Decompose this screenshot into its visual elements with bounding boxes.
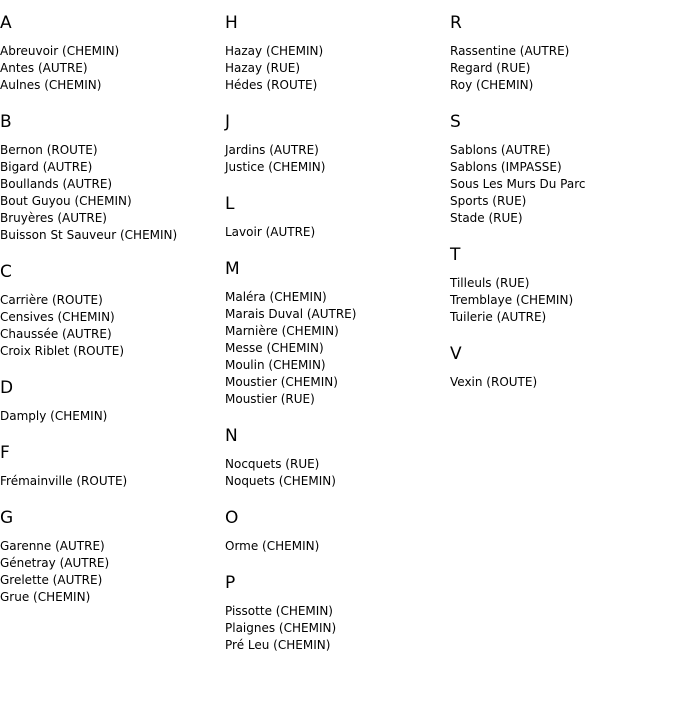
- letter-heading: G: [0, 508, 14, 528]
- letter-heading: H: [225, 13, 238, 33]
- street-list: [225, 43, 445, 94]
- letter-heading: N: [225, 426, 238, 446]
- letter-heading: J: [225, 112, 231, 132]
- street-item: Vexin (ROUTE): [450, 375, 538, 389]
- letter-heading: A: [0, 13, 12, 33]
- letter-group: [0, 379, 220, 425]
- street-item: Boullands (AUTRE): [0, 177, 113, 191]
- street-item: Rassentine (AUTRE): [450, 44, 570, 58]
- street-item: Justice (CHEMIN): [225, 160, 326, 174]
- street-item: Nocquets (RUE): [225, 457, 320, 471]
- letter-group: [0, 509, 220, 606]
- letter-group: [0, 113, 220, 244]
- letter-heading: L: [225, 194, 235, 214]
- street-item: Plaignes (CHEMIN): [225, 621, 337, 635]
- street-item: Hazay (CHEMIN): [225, 44, 324, 58]
- street-item: Pissotte (CHEMIN): [225, 604, 333, 618]
- street-item: Pré Leu (CHEMIN): [225, 638, 331, 652]
- street-column-3: [450, 14, 670, 391]
- letter-group: [450, 246, 670, 326]
- street-list: [450, 142, 670, 227]
- letter-heading: D: [0, 378, 14, 398]
- letter-group: [225, 509, 445, 555]
- street-item: Abreuvoir (CHEMIN): [0, 44, 120, 58]
- letter-group: [225, 195, 445, 241]
- street-item: Censives (CHEMIN): [0, 310, 115, 324]
- letter-heading: R: [450, 13, 462, 33]
- street-item: Bernon (ROUTE): [0, 143, 98, 157]
- street-item: Garenne (AUTRE): [0, 539, 105, 553]
- street-list: [0, 538, 220, 606]
- street-item: Moulin (CHEMIN): [225, 358, 326, 372]
- street-list: [0, 142, 220, 244]
- street-item: Sous Les Murs Du Parc: [450, 177, 586, 191]
- street-item: Tremblaye (CHEMIN): [450, 293, 574, 307]
- letter-group: [450, 345, 670, 391]
- street-item: Carrière (ROUTE): [0, 293, 103, 307]
- street-item: Antes (AUTRE): [0, 61, 88, 75]
- street-list: [225, 456, 445, 490]
- street-item: Grue (CHEMIN): [0, 590, 91, 604]
- street-item: Sablons (IMPASSE): [450, 160, 562, 174]
- street-item: Sablons (AUTRE): [450, 143, 551, 157]
- letter-heading: F: [0, 443, 10, 463]
- letter-group: [225, 427, 445, 490]
- letter-group: [225, 113, 445, 176]
- street-item: Tilleuls (RUE): [450, 276, 530, 290]
- street-list: [450, 275, 670, 326]
- street-item: Croix Riblet (ROUTE): [0, 344, 125, 358]
- street-column-1: [0, 14, 220, 606]
- street-item: Marais Duval (AUTRE): [225, 307, 357, 321]
- street-item: Jardins (AUTRE): [225, 143, 319, 157]
- letter-group: [0, 14, 220, 94]
- street-item: Damply (CHEMIN): [0, 409, 108, 423]
- street-list: [225, 538, 445, 555]
- street-list: [225, 289, 445, 408]
- street-item: Aulnes (CHEMIN): [0, 78, 102, 92]
- street-item: Noquets (CHEMIN): [225, 474, 336, 488]
- letter-group: [450, 14, 670, 94]
- street-item: Bout Guyou (CHEMIN): [0, 194, 132, 208]
- street-column-2: [225, 14, 445, 654]
- street-list: [225, 142, 445, 176]
- street-item: Génetray (AUTRE): [0, 556, 110, 570]
- street-list: [0, 473, 220, 490]
- street-item: Lavoir (AUTRE): [225, 225, 316, 239]
- letter-group: [225, 574, 445, 654]
- letter-group: [225, 260, 445, 408]
- street-item: Grelette (AUTRE): [0, 573, 103, 587]
- street-item: Stade (RUE): [450, 211, 523, 225]
- letter-heading: V: [450, 344, 462, 364]
- street-item: Bruyères (AUTRE): [0, 211, 107, 225]
- street-item: Hazay (RUE): [225, 61, 301, 75]
- letter-heading: P: [225, 573, 236, 593]
- street-item: Moustier (CHEMIN): [225, 375, 338, 389]
- letter-group: [0, 263, 220, 360]
- letter-heading: C: [0, 262, 12, 282]
- street-item: Roy (CHEMIN): [450, 78, 534, 92]
- street-list: [450, 374, 670, 391]
- street-item: Marnière (CHEMIN): [225, 324, 339, 338]
- street-item: Maléra (CHEMIN): [225, 290, 327, 304]
- letter-heading: S: [450, 112, 461, 132]
- letter-heading: T: [450, 245, 461, 265]
- letter-group: [450, 113, 670, 227]
- street-item: Frémainville (ROUTE): [0, 474, 128, 488]
- street-list: [225, 603, 445, 654]
- letter-group: [225, 14, 445, 94]
- letter-heading: M: [225, 259, 240, 279]
- letter-heading: O: [225, 508, 239, 528]
- street-item: Sports (RUE): [450, 194, 527, 208]
- letter-group: [0, 444, 220, 490]
- letter-heading: B: [0, 112, 12, 132]
- street-list: [0, 408, 220, 425]
- street-item: Moustier (RUE): [225, 392, 315, 406]
- street-item: Tuilerie (AUTRE): [450, 310, 547, 324]
- street-list: [225, 224, 445, 241]
- street-list: [450, 43, 670, 94]
- street-item: Chaussée (AUTRE): [0, 327, 112, 341]
- street-item: Bigard (AUTRE): [0, 160, 93, 174]
- street-item: Messe (CHEMIN): [225, 341, 324, 355]
- street-item: Regard (RUE): [450, 61, 531, 75]
- street-list: [0, 43, 220, 94]
- street-item: Buisson St Sauveur (CHEMIN): [0, 228, 178, 242]
- street-item: Hédes (ROUTE): [225, 78, 318, 92]
- street-item: Orme (CHEMIN): [225, 539, 320, 553]
- street-list: [0, 292, 220, 360]
